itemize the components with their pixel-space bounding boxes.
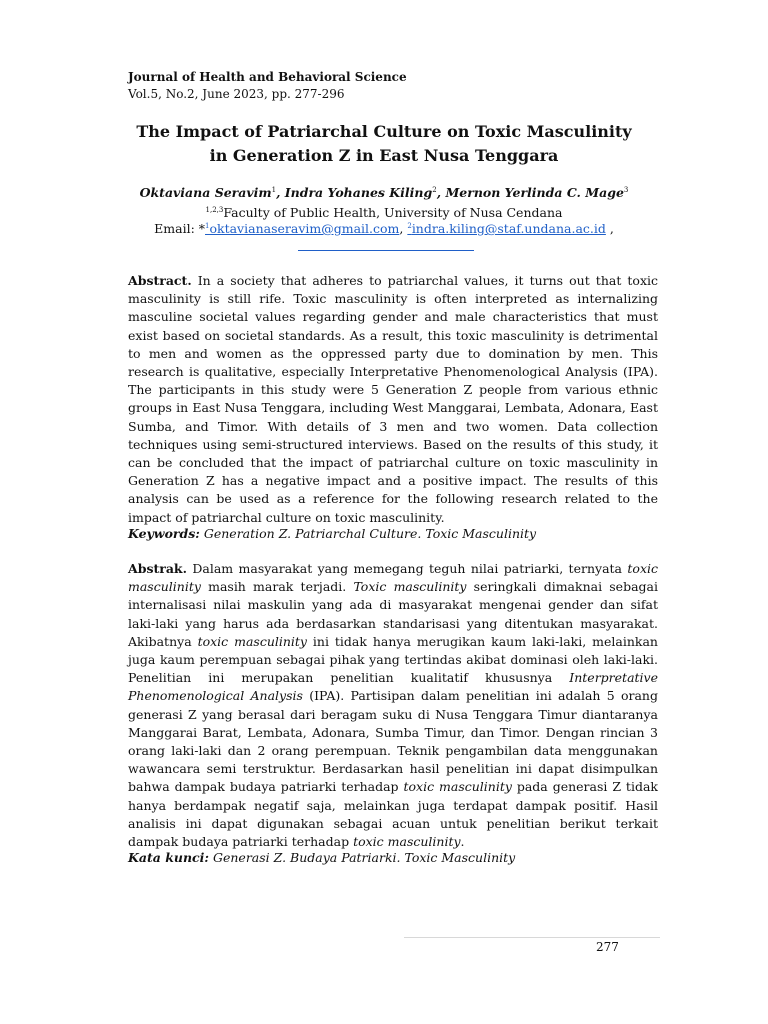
- email-sup: 1: [205, 221, 210, 230]
- abstrak-segment: masih marak terjadi.: [200, 579, 354, 595]
- author-name: Mernon Yerlinda C. Mage: [445, 185, 624, 200]
- email-link-2[interactable]: $^2$indra.kiling@staf.undana.ac.id: [407, 221, 606, 236]
- abstrak-segment: seringkali dimaknai sebagai internalisasi nilai maskulin yang ada di masyarakat mengenai gender dan sifat laki-laki yang harus ada berdasarkan standarisasi yang ditentukan masyarakat. Akibatnya: [128, 579, 658, 649]
- abstract-label: Abstract.: [128, 273, 192, 288]
- abstrak-text: [128, 561, 658, 849]
- abstrak-italic-term: toxic masculinity: [128, 561, 658, 595]
- abstrak-label: Abstrak.: [128, 561, 187, 576]
- keywords-english: [128, 526, 536, 541]
- abstrak-segment: pada generasi Z tidak hanya berdampak negatif saja, melainkan juga terdapat dampak positif. Hasil analisis ini dapat digunakan sebagai acuan untuk penelitian berikut terkait dampak budaya patriarki terhadap: [128, 779, 658, 850]
- abstrak-italic-term: toxic masculinity: [197, 633, 307, 649]
- abstract-text: In a society that adheres to patriarchal values, it turns out that toxic masculinity is still rife. Toxic masculinity is often interpreted as internalizing masculine societal values regarding gender and male characteristics that must exist based on societal standards. As a result, this toxic masculinity is detrimental to men and women as the oppressed party due to domination by men. This research is qualitative, especially Interpretative Phenomenological Analysis (IPA). The participants in this study were 5 Generation Z people from various ethnic groups in East Nusa Tenggara, including West Manggarai, Lembata, Adonara, East Sumba, and Timor. With details of 3 men and two women. Data collection techniques using semi-structured interviews. Based on the results of this study, it can be concluded that the impact of patriarchal culture on toxic masculinity in Generation Z has a negative impact and a positive impact. The results of this analysis can be used as a reference for the following research related to the impact of patriarchal culture on toxic masculinity.: [128, 273, 658, 525]
- abstrak-italic-term: toxic masculinity: [353, 834, 461, 850]
- email-underline: [298, 250, 474, 251]
- author-sup: 2: [432, 185, 437, 194]
- abstrak-segment: ini tidak hanya merugikan kaum laki-laki, melainkan juga kaum perempuan sebagai pihak yang tertindas akibat dominasi oleh laki-laki. Penelitian ini merupakan penelitian kualitatif khususnya: [128, 633, 658, 686]
- abstrak-segment: .: [460, 834, 465, 850]
- author-sup: 1: [271, 185, 277, 194]
- abstrak-italic-term: Interpretative Phenomenological Analysis: [128, 670, 658, 704]
- kata-kunci-text: Generasi Z. Budaya Patriarki. Toxic Masculinity: [212, 850, 516, 865]
- abstrak-italic-term: Toxic masculinity: [353, 579, 467, 595]
- author-name: Oktaviana Seravim: [139, 185, 272, 200]
- abstract-indonesian: [128, 560, 658, 851]
- abstrak-segment: Dalam masyarakat yang memegang teguh nilai patriarki, ternyata: [192, 561, 628, 576]
- kata-kunci-label: Kata kunci:: [128, 850, 209, 865]
- keywords-label: Keywords:: [128, 526, 200, 541]
- paper-title: The Impact of Patriarchal Culture on Toxic Masculinity in Generation Z in East Nusa Tenggara: [136, 122, 632, 165]
- affiliation-sup: 1,2,3: [205, 205, 224, 214]
- abstract-english: [128, 272, 658, 527]
- keywords-indonesian: [128, 850, 515, 865]
- email-line: Email: *$^1$oktavianaseravim@gmail.com, $^2$indra.kiling@staf.undana.ac.id ,: [154, 221, 614, 236]
- keywords-text: Generation Z. Patriarchal Culture. Toxic Masculinity: [203, 526, 537, 541]
- journal-name: Journal of Health and Behavioral Science: [128, 70, 407, 84]
- email-link-1[interactable]: $^1$oktavianaseravim@gmail.com: [205, 221, 400, 236]
- affiliation-text: Faculty of Public Health, University of Nusa Cendana: [223, 205, 563, 220]
- abstrak-segment: (IPA). Partisipan dalam penelitian ini adalah 5 orang generasi Z yang berasal dari beragam suku di Nusa Tenggara Timur diantaranya Manggarai Barat, Lembata, Adonara, Sumba Timur, dan Timor. Dengan rincian 3 orang laki-laki dan 2 orang perempuan. Teknik pengambilan data menggunakan wawancara semi terstruktur. Berdasarkan hasil penelitian ini dapat disimpulkan bahwa dampak budaya patriarki terhadap: [128, 688, 658, 795]
- affiliation: [128, 205, 640, 220]
- page-number: 277: [596, 940, 619, 954]
- author-sup: 3: [623, 185, 629, 194]
- email-label: Email: *: [154, 221, 206, 236]
- author-list: Oktaviana Seravim$^1$, Indra Yohanes Kiling$^2$, Mernon Yerlinda C. Mage$^3$: [139, 185, 629, 200]
- volume-info: Vol.5, No.2, June 2023, pp. 277-296: [128, 87, 345, 101]
- footer-divider: [404, 937, 660, 938]
- abstrak-italic-term: toxic masculinity: [403, 779, 512, 795]
- email-sup: 2: [407, 221, 412, 230]
- author-name: Indra Yohanes Kiling: [284, 185, 433, 200]
